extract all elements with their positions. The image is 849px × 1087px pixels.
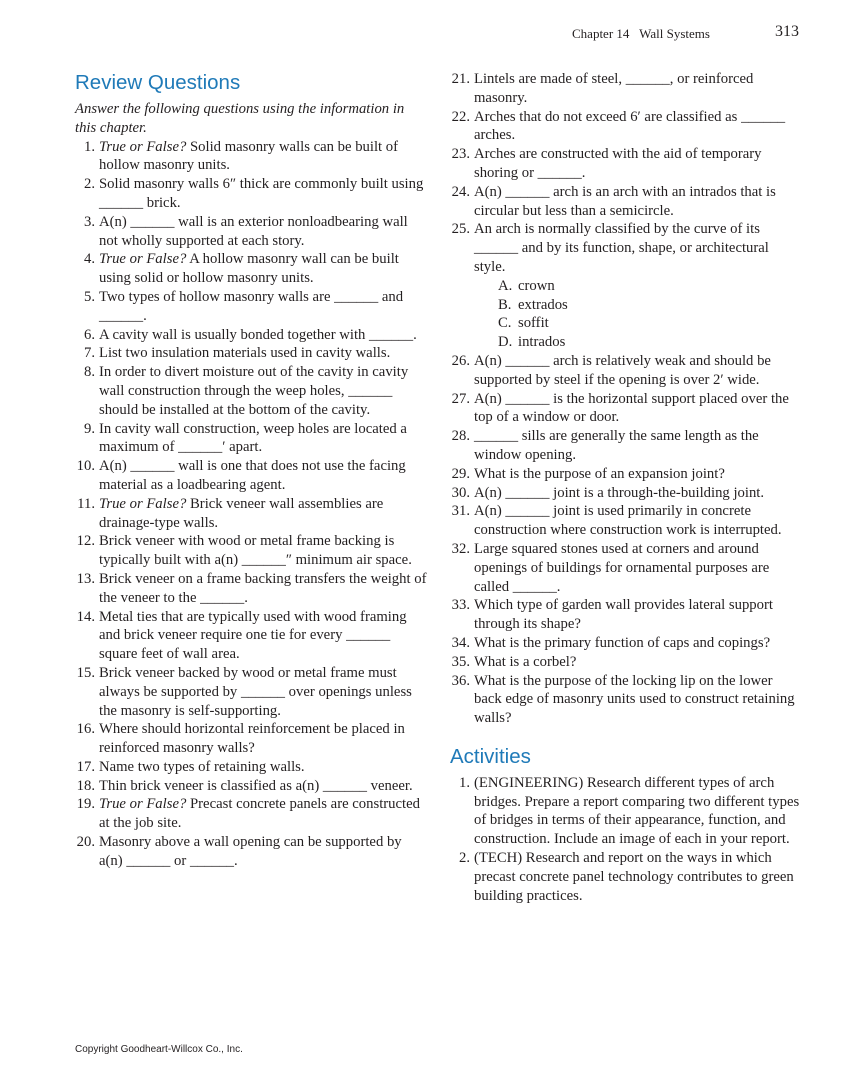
question-number: 19. <box>76 796 95 813</box>
answer-option <box>474 333 802 352</box>
question-text: A cavity wall is usually bonded together with ______. <box>99 326 417 343</box>
activity-text: (TECH) Research and report on the ways in which precast concrete panel technology contributes to green building practices. <box>474 850 794 904</box>
option-letter: A. <box>498 277 513 294</box>
answer-options <box>474 277 802 352</box>
question-number: 31. <box>451 503 470 520</box>
question-number: 3. <box>83 213 95 230</box>
option-text: crown <box>518 277 555 294</box>
question-item <box>75 250 427 288</box>
question-text: Brick veneer on a frame backing transfers the weight of the veneer to the ______. <box>99 570 427 606</box>
question-text: In order to divert moisture out of the cavity in cavity wall construction through the weep holes, ______ should be installed at the bottom of the cavity. <box>99 364 409 418</box>
question-text: What is the purpose of an expansion joint? <box>474 465 725 482</box>
question-text: List two insulation materials used in cavity walls. <box>99 345 391 362</box>
question-text: A(n) ______ is the horizontal support placed over the top of a window or door. <box>474 390 789 426</box>
question-text: Thin brick veneer is classified as a(n) ______ veneer. <box>99 777 413 794</box>
option-letter: D. <box>498 334 513 351</box>
question-item <box>75 532 427 570</box>
question-item <box>450 484 802 503</box>
question-item <box>75 833 427 871</box>
question-item <box>450 183 802 221</box>
question-text: Brick veneer backed by wood or metal frame must always be supported by ______ over openings unless the masonry is self-supporting. <box>99 664 412 719</box>
question-item <box>75 344 427 363</box>
question-text: Arches are constructed with the aid of temporary shoring or ______. <box>474 146 762 181</box>
question-text: In cavity wall construction, weep holes are located a maximum of ______′ apart. <box>99 420 407 456</box>
question-text: A(n) ______ joint is used primarily in concrete construction where construction work is interrupted. <box>474 503 782 539</box>
question-text: Solid masonry walls can be built of hollow masonry units. <box>99 138 399 174</box>
option-text: extrados <box>518 296 568 313</box>
activities-title: Activities <box>450 744 531 768</box>
page-header <box>572 23 799 42</box>
question-text: Large squared stones used at corners and around openings of buildings for ornamental purposes are called ______. <box>474 540 770 595</box>
question-item <box>450 70 802 108</box>
option-letter: B. <box>498 296 512 313</box>
activity-number: 2. <box>458 850 470 867</box>
page-number: 313 <box>775 23 799 40</box>
question-list-left <box>75 138 427 871</box>
question-text: An arch is normally classified by the curve of its ______ and by its function, shape, or architectural style. <box>474 221 769 275</box>
question-number: 33. <box>451 597 470 614</box>
question-text: A hollow masonry wall can be built using solid or hollow masonry units. <box>99 251 399 287</box>
question-text: Metal ties that are typically used with wood framing and brick veneer require one tie for every ______ square feet of wall area. <box>99 608 407 663</box>
question-number: 6. <box>83 326 95 343</box>
review-questions-title: Review Questions <box>75 71 241 94</box>
question-text: A(n) ______ joint is a through-the-building joint. <box>474 484 765 501</box>
activities-list <box>450 774 802 906</box>
question-number: 2. <box>83 176 95 193</box>
question-number: 18. <box>76 777 95 794</box>
question-number: 35. <box>451 653 470 670</box>
question-number: 14. <box>76 608 95 625</box>
question-text: Brick veneer wall assemblies are drainage-type walls. <box>99 495 384 531</box>
question-text: ______ sills are generally the same length as the window opening. <box>474 428 759 463</box>
question-text: Which type of garden wall provides lateral support through its shape? <box>474 597 773 633</box>
activity-number: 1. <box>458 774 470 791</box>
question-text: A(n) ______ arch is relatively weak and should be supported by steel if the opening is over 2′ wide. <box>474 352 771 388</box>
question-text: Name two types of retaining walls. <box>99 758 305 775</box>
question-text: Precast concrete panels are constructed at the job site. <box>99 796 420 832</box>
question-item <box>450 220 802 352</box>
true-false-label: True or False? <box>99 796 187 813</box>
question-text: Two types of hollow masonry walls are ______ and ______. <box>99 288 404 324</box>
question-number: 13. <box>76 570 95 587</box>
section-label: Wall Systems <box>639 26 710 41</box>
question-number: 4. <box>83 251 95 268</box>
question-item <box>75 608 427 664</box>
question-number: 36. <box>451 672 470 689</box>
review-instructions: Answer the following questions using the information in this chapter. <box>75 101 405 136</box>
question-item <box>450 672 802 728</box>
question-number: 7. <box>83 345 95 362</box>
right-column <box>450 70 802 905</box>
true-false-label: True or False? <box>99 495 187 512</box>
question-item <box>75 570 427 608</box>
question-item <box>450 465 802 484</box>
question-item <box>450 145 802 183</box>
question-item <box>75 138 427 176</box>
question-number: 1. <box>83 138 95 155</box>
question-text: What is the purpose of the locking lip on the lower back edge of masonry units used to construct retaining walls? <box>474 672 795 727</box>
question-text: What is a corbel? <box>474 653 577 670</box>
question-number: 27. <box>451 390 470 407</box>
question-number: 5. <box>83 288 95 305</box>
question-item <box>450 634 802 653</box>
left-column <box>75 70 427 871</box>
option-text: soffit <box>518 315 549 332</box>
question-item <box>450 390 802 428</box>
activity-text: (ENGINEERING) Research different types of arch bridges. Prepare a report comparing two different types of bridges in terms of their appearance, function, and construction. Include an image of each in your report. <box>474 774 800 848</box>
question-number: 29. <box>451 465 470 482</box>
question-item <box>450 596 802 634</box>
question-item <box>75 288 427 326</box>
question-text: Brick veneer with wood or metal frame backing is typically built with a(n) ______″ minimum air space. <box>99 533 412 569</box>
question-item <box>75 326 427 345</box>
chapter-label: Chapter 14 <box>572 26 630 41</box>
question-item <box>450 540 802 596</box>
question-number: 28. <box>451 428 470 445</box>
question-number: 11. <box>77 495 95 512</box>
question-number: 24. <box>451 183 470 200</box>
question-number: 34. <box>451 634 470 651</box>
question-item <box>75 495 427 533</box>
question-text: Arches that do not exceed 6′ are classified as ______ arches. <box>474 108 786 144</box>
question-number: 16. <box>76 721 95 738</box>
question-item <box>450 427 802 465</box>
question-item <box>75 758 427 777</box>
question-text: Masonry above a wall opening can be supported by a(n) ______ or ______. <box>99 834 402 869</box>
question-number: 8. <box>83 364 95 381</box>
question-item <box>75 457 427 495</box>
question-text: A(n) ______ wall is an exterior nonloadbearing wall not wholly supported at each story. <box>99 213 408 249</box>
question-item <box>450 653 802 672</box>
answer-option <box>474 296 802 315</box>
question-number: 10. <box>76 458 95 475</box>
question-number: 9. <box>83 420 95 437</box>
question-text: A(n) ______ arch is an arch with an intrados that is circular but less than a semicircle. <box>474 183 776 219</box>
copyright-footer: Copyright Goodheart-Willcox Co., Inc. <box>75 1044 243 1055</box>
activity-item <box>450 849 802 905</box>
question-text: Lintels are made of steel, ______, or reinforced masonry. <box>474 71 754 106</box>
question-item <box>450 108 802 146</box>
question-number: 21. <box>451 71 470 87</box>
true-false-label: True or False? <box>99 138 187 155</box>
question-number: 17. <box>76 758 95 775</box>
question-text: Solid masonry walls 6″ thick are commonly built using ______ brick. <box>99 176 424 211</box>
question-text: What is the primary function of caps and copings? <box>474 634 771 651</box>
option-letter: C. <box>498 315 512 332</box>
answer-option <box>474 314 802 333</box>
question-item <box>75 777 427 796</box>
question-number: 30. <box>451 484 470 501</box>
question-item <box>75 363 427 419</box>
question-item <box>75 795 427 833</box>
question-text: A(n) ______ wall is one that does not use the facing material as a loadbearing agent. <box>99 458 406 493</box>
question-item <box>75 213 427 251</box>
true-false-label: True or False? <box>99 251 187 268</box>
question-number: 26. <box>451 352 470 369</box>
question-list-right <box>450 70 802 728</box>
question-item <box>450 352 802 390</box>
question-number: 22. <box>451 108 470 125</box>
question-number: 12. <box>76 533 95 550</box>
activity-item <box>450 774 802 849</box>
question-number: 20. <box>76 834 95 851</box>
answer-option <box>474 277 802 296</box>
question-item <box>75 720 427 758</box>
question-number: 32. <box>451 540 470 557</box>
question-number: 25. <box>451 221 470 238</box>
question-item <box>75 175 427 213</box>
question-item <box>450 502 802 540</box>
question-number: 23. <box>451 146 470 163</box>
question-item <box>75 420 427 458</box>
question-text: Where should horizontal reinforcement be placed in reinforced masonry walls? <box>99 721 405 757</box>
question-number: 15. <box>76 664 95 681</box>
question-item <box>75 664 427 720</box>
option-text: intrados <box>518 334 566 351</box>
